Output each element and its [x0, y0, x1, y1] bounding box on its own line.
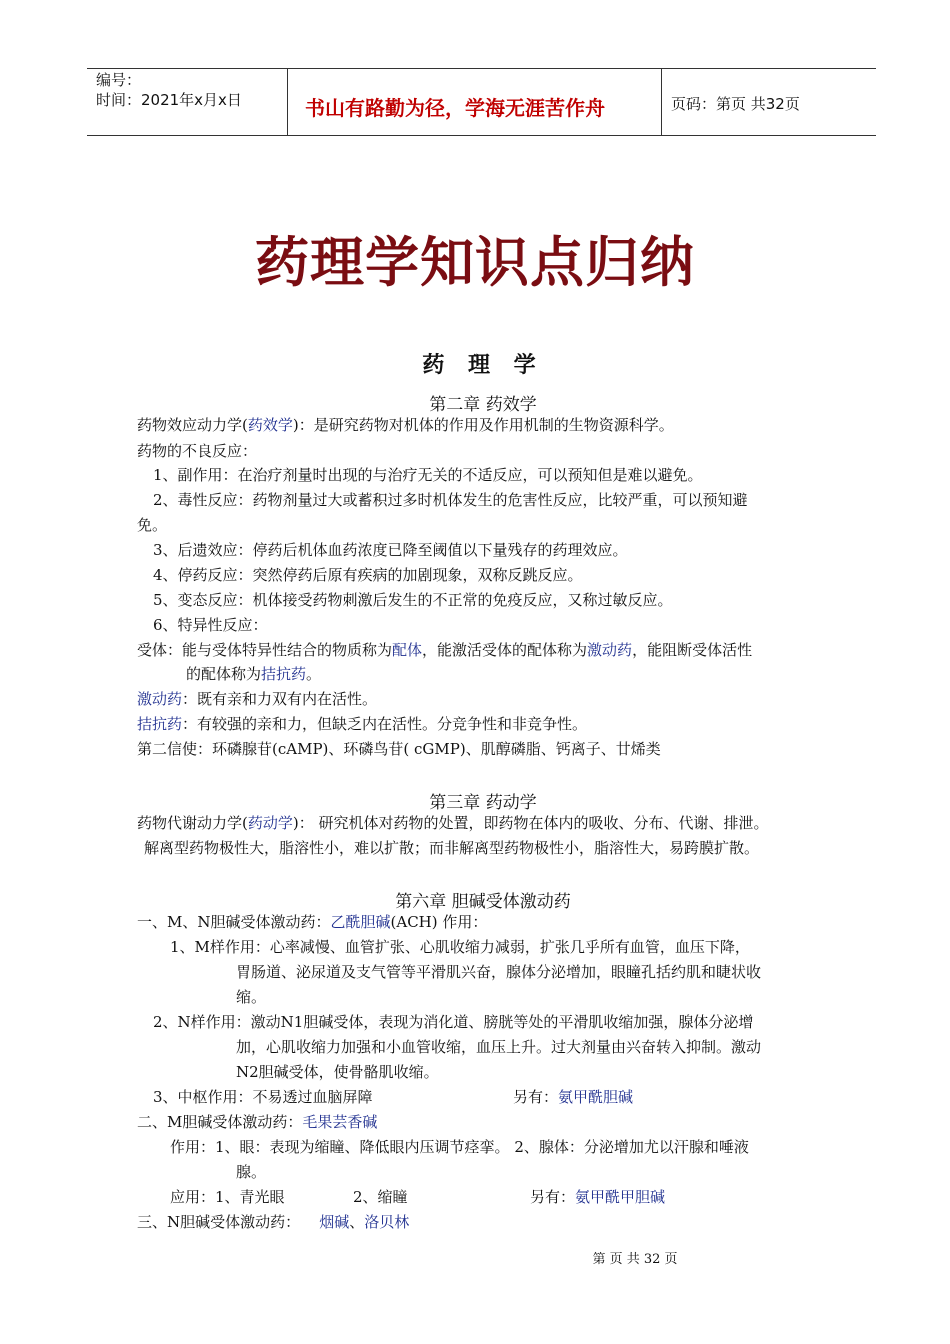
adverse-item: 2、毒性反应：药物剂量过大或蓄积过多时机体发生的危害性反应，比较严重，可以预知避 — [153, 491, 748, 509]
also-drug: 另有：氨甲酰胆碱 — [513, 1088, 634, 1106]
also-drug: 另有：氨甲酰甲胆碱 — [530, 1188, 666, 1206]
n-effect: 2、N样作用：激动N1胆碱受体，表现为消化道、膀胱等处的平滑肌收缩加强，腺体分泌增 — [153, 1013, 754, 1031]
pilocarpine-use-1: 应用：1、青光眼 — [170, 1188, 285, 1206]
n-effect-cont: N2胆碱受体，使骨骼肌收缩。 — [236, 1063, 439, 1081]
pharmacodynamics-definition: 药物效应动力学(药效学)：是研究药物对机体的作用及作用机制的生物资源科学。 — [137, 416, 674, 434]
n-effect-cont: 加，心肌收缩力加强和小血管收缩，血压上升。过大剂量由兴奋转入抑制。激动 — [236, 1038, 762, 1056]
chapter-6-heading: 第六章 胆碱受体激动药 — [395, 892, 571, 912]
header-top-rule — [87, 68, 876, 69]
chapter-2-heading: 第二章 药效学 — [429, 395, 537, 415]
pilocarpine-actions: 作用：1、眼：表现为缩瞳、降低眼内压调节痉挛。 2、腺体：分泌增加尤以汗腺和唾液 — [170, 1138, 749, 1156]
header-divider — [287, 68, 288, 136]
header-page-code: 页码：第页 共32页 — [671, 95, 800, 113]
pilocarpine-use-2: 2、缩瞳 — [353, 1188, 408, 1206]
time-label: 时间：2021年x月x日 — [96, 91, 242, 109]
document-header — [87, 68, 876, 136]
pharmacokinetics-definition: 药物代谢动力学(药动学)： 研究机体对药物的处置，即药物在体内的吸收、分布、代谢、排泄。 — [137, 814, 769, 832]
header-bottom-rule — [87, 135, 876, 136]
number-label: 编号： — [96, 71, 142, 89]
adverse-item: 5、变态反应：机体接受药物刺激后发生的不正常的免疫反应，又称过敏反应。 — [153, 591, 673, 609]
adverse-item: 1、副作用：在治疗剂量时出现的与治疗无关的不适反应，可以预知但是难以避免。 — [153, 466, 703, 484]
m-effect-cont: 缩。 — [236, 988, 267, 1006]
second-messenger: 第二信使：环磷腺苷(cAMP)、环磷鸟苷( cGMP)、肌醇磷脂、钙离子、廿烯类 — [137, 740, 661, 758]
antagonist-definition: 拮抗药：有较强的亲和力，但缺乏内在活性。分竞争性和非竞争性。 — [137, 715, 588, 733]
adverse-item: 6、特异性反应： — [153, 616, 268, 634]
adverse-heading: 药物的不良反应： — [137, 442, 258, 460]
adverse-item: 4、停药反应：突然停药后原有疾病的加剧现象，双称反跳反应。 — [153, 566, 583, 584]
adverse-item-cont: 免。 — [137, 516, 168, 534]
agonist-definition: 激动药：既有亲和力双有内在活性。 — [137, 690, 378, 708]
term-link: 药效学 — [247, 416, 293, 434]
section-2-heading: 二、M胆碱受体激动药：毛果芸香碱 — [137, 1113, 378, 1131]
m-effect: 1、M样作用：心率减慢、血管扩张、心肌收缩力减弱，扩张几乎所有血管，血压下降， — [170, 938, 750, 956]
document-title: 药理学知识点归纳 — [255, 230, 695, 294]
m-effect-cont: 胃肠道、泌尿道及支气管等平滑肌兴奋，腺体分泌增加，眼瞳孔括约肌和睫状收 — [236, 963, 762, 981]
section-3-heading: 三、N胆碱受体激动药： 烟碱、洛贝林 — [137, 1213, 410, 1231]
cns-effect: 3、中枢作用：不易透过血脑屏障 — [153, 1088, 373, 1106]
pilocarpine-actions-cont: 腺。 — [236, 1163, 267, 1181]
section-title: 药 理 学 — [422, 352, 544, 378]
ionization-note: 解离型药物极性大，脂溶性小，难以扩散；而非解离型药物极性小，脂溶性大，易跨膜扩散。 — [144, 839, 760, 857]
section-1-heading: 一、M、N胆碱受体激动药：乙酰胆碱(ACH) 作用： — [137, 913, 488, 931]
header-meta — [96, 70, 242, 110]
header-divider — [661, 68, 662, 136]
receptor-definition: 受体：能与受体特异性结合的物质称为配体，能激活受体的配体称为激动药，能阻断受体活性 — [137, 641, 753, 659]
page-footer: 第 页 共 32 页 — [592, 1252, 678, 1267]
adverse-item: 3、后遗效应：停药后机体血药浓度已降至阈值以下量残存的药理效应。 — [153, 541, 628, 559]
chapter-3-heading: 第三章 药动学 — [429, 793, 537, 813]
receptor-definition-cont: 的配体称为拮抗药。 — [186, 665, 322, 683]
header-motto: 书山有路勤为径，学海无涯苦作舟 — [305, 96, 605, 120]
